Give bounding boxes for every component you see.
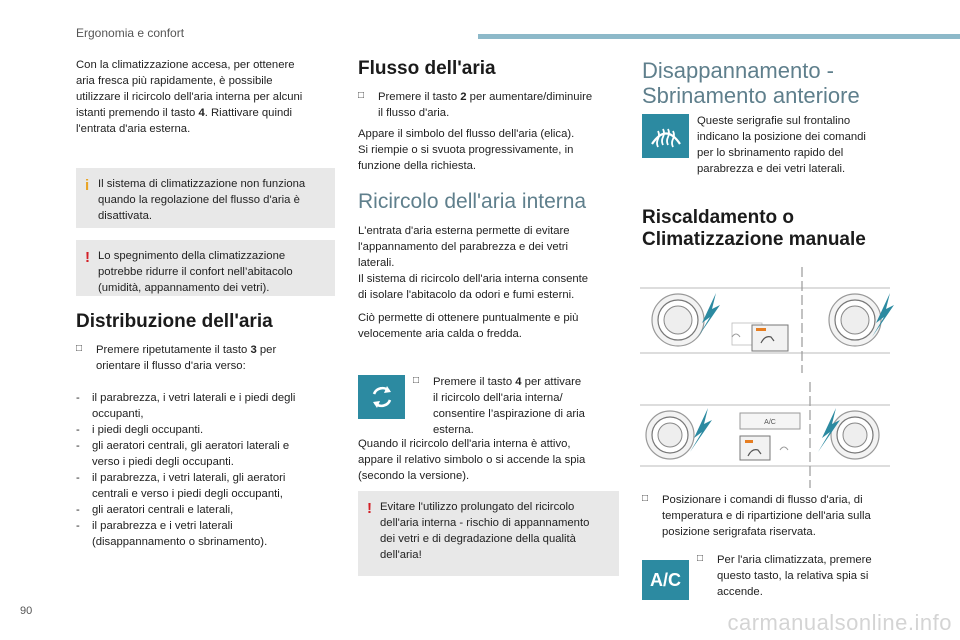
page-number: 90 (20, 605, 33, 617)
warning-note: ! Lo spegnimento della climatizzazione potrebbe ridurre il confort nell’abitacolo (umidità, appannamento dei vetri). (76, 240, 335, 296)
intro-paragraph: Con la climatizzazione accesa, per ottenere aria fresca più rapidamente, è possibile utilizzare il ricircolo dell'aria interna per alcuni istanti premendo il tasto 4. Riattivare quindi l'entrata d'aria esterna. (76, 59, 303, 135)
section-title-flusso: Flusso dell'aria (358, 58, 496, 79)
ac-icon-label: A/C (650, 569, 681, 590)
left-knob-dial (652, 294, 704, 346)
warning-icon: ! (85, 249, 90, 266)
ricircolo-active-paragraph: Quando il ricircolo dell'aria interna è attivo, appare il relativo simbolo o si accende la spia (secondo la versione). (358, 438, 586, 482)
distribuzione-instruction: □ Premere ripetutamente il tasto 3 per orientare il flusso d'aria verso: (76, 343, 277, 372)
left-knob-dial (646, 411, 694, 459)
indicator-light (745, 440, 753, 443)
disappannamento-paragraph: Queste serigrafie sul frontalino indicano la posizione dei comandi per lo sbrinamento rapido del parabrezza e dei vetri laterali. (697, 115, 866, 175)
right-knob-dial (829, 294, 881, 346)
warning-icon: ! (367, 500, 372, 517)
bullet-icon: □ (76, 343, 83, 354)
section-title-distribuzione: Distribuzione dell'aria (76, 311, 273, 332)
header-accent-bar (478, 34, 960, 39)
bullet-icon: □ (642, 493, 649, 504)
section-title-ricircolo: Ricircolo dell'aria interna (358, 190, 587, 213)
info-icon: i (85, 177, 90, 194)
section-header: Ergonomia e confort (76, 26, 185, 40)
indicator-light (756, 328, 766, 331)
list-item: - i piedi degli occupanti. (76, 424, 204, 436)
ricircolo-instruction: □ Premere il tasto 4 per attivare il ricircolo dell'aria interna/ consentire l’aspirazione di aria esterna. (413, 375, 585, 436)
info-note: i Il sistema di climatizzazione non funziona quando la regolazione del flusso d'aria è disattivata. (76, 168, 335, 228)
recirculation-icon (358, 375, 405, 419)
flusso-instruction: □ Premere il tasto 2 per aumentare/diminuire il flusso d'aria. (358, 90, 593, 119)
windshield-defrost-icon (642, 114, 689, 158)
warning-note-ricircolo: ! Evitare l'utilizzo prolungato del ricircolo dell'aria interna - rischio di appannamento dei vetri e di degradazione della qualità dell'aria! (358, 491, 619, 576)
recirc-symbol-icon (780, 447, 788, 450)
bullet-icon: □ (413, 375, 420, 386)
list-item: - il parabrezza e i vetri laterali (disappannamento o sbrinamento). (76, 520, 268, 548)
ac-icon (642, 560, 689, 600)
ac-instruction: □ Per l'aria climatizzata, premere questo tasto, la relativa spia si accende. (697, 553, 872, 598)
ricircolo-paragraph: L'entrata d'aria esterna permette di evitare l'appannamento del parabrezza e dei vetri laterali. Il sistema di ricircolo dell'aria interna consente di isolare l'abitacolo da odori e fumi esterni. Ciò permette di ottenere puntualmente e più velocemente aria calda o fredda. (358, 225, 589, 340)
ac-button-label: A/C (764, 419, 776, 426)
list-item: - il parabrezza, i vetri laterali e i piedi degli occupanti, (76, 392, 296, 420)
airflow-button (740, 436, 770, 460)
bullet-icon: □ (358, 90, 365, 101)
bullet-icon: □ (697, 553, 704, 564)
recirc-symbol-icon (732, 334, 740, 337)
section-title-riscaldamento: Riscaldamento o Climatizzazione manuale (642, 207, 866, 250)
list-item: - gli aeratori centrali, gli aeratori laterali e verso i piedi degli occupanti. (76, 440, 290, 468)
climate-panel-illustration-1 (640, 265, 912, 375)
list-item: - il parabrezza, i vetri laterali, gli aeratori centrali e verso i piedi degli occupanti, (76, 472, 286, 500)
watermark: carmanualsonline.info (727, 610, 952, 635)
section-title-disappannamento: Disappannamento - Sbrinamento anteriore (642, 58, 860, 108)
distribuzione-list (76, 390, 351, 550)
posizionare-instruction: □ Posizionare i comandi di flusso d'aria, di temperatura e di ripartizione dell'aria sulla posizione serigrafata riservata. (642, 493, 871, 538)
flusso-paragraph: Appare il simbolo del flusso dell'aria (elica). Si riempie o si svuota progressivamente, in funzione della richiesta. (358, 128, 575, 172)
climate-panel-illustration-2 (640, 380, 912, 490)
right-knob-dial (831, 411, 879, 459)
list-item: - gli aeratori centrali e laterali, (76, 504, 234, 516)
